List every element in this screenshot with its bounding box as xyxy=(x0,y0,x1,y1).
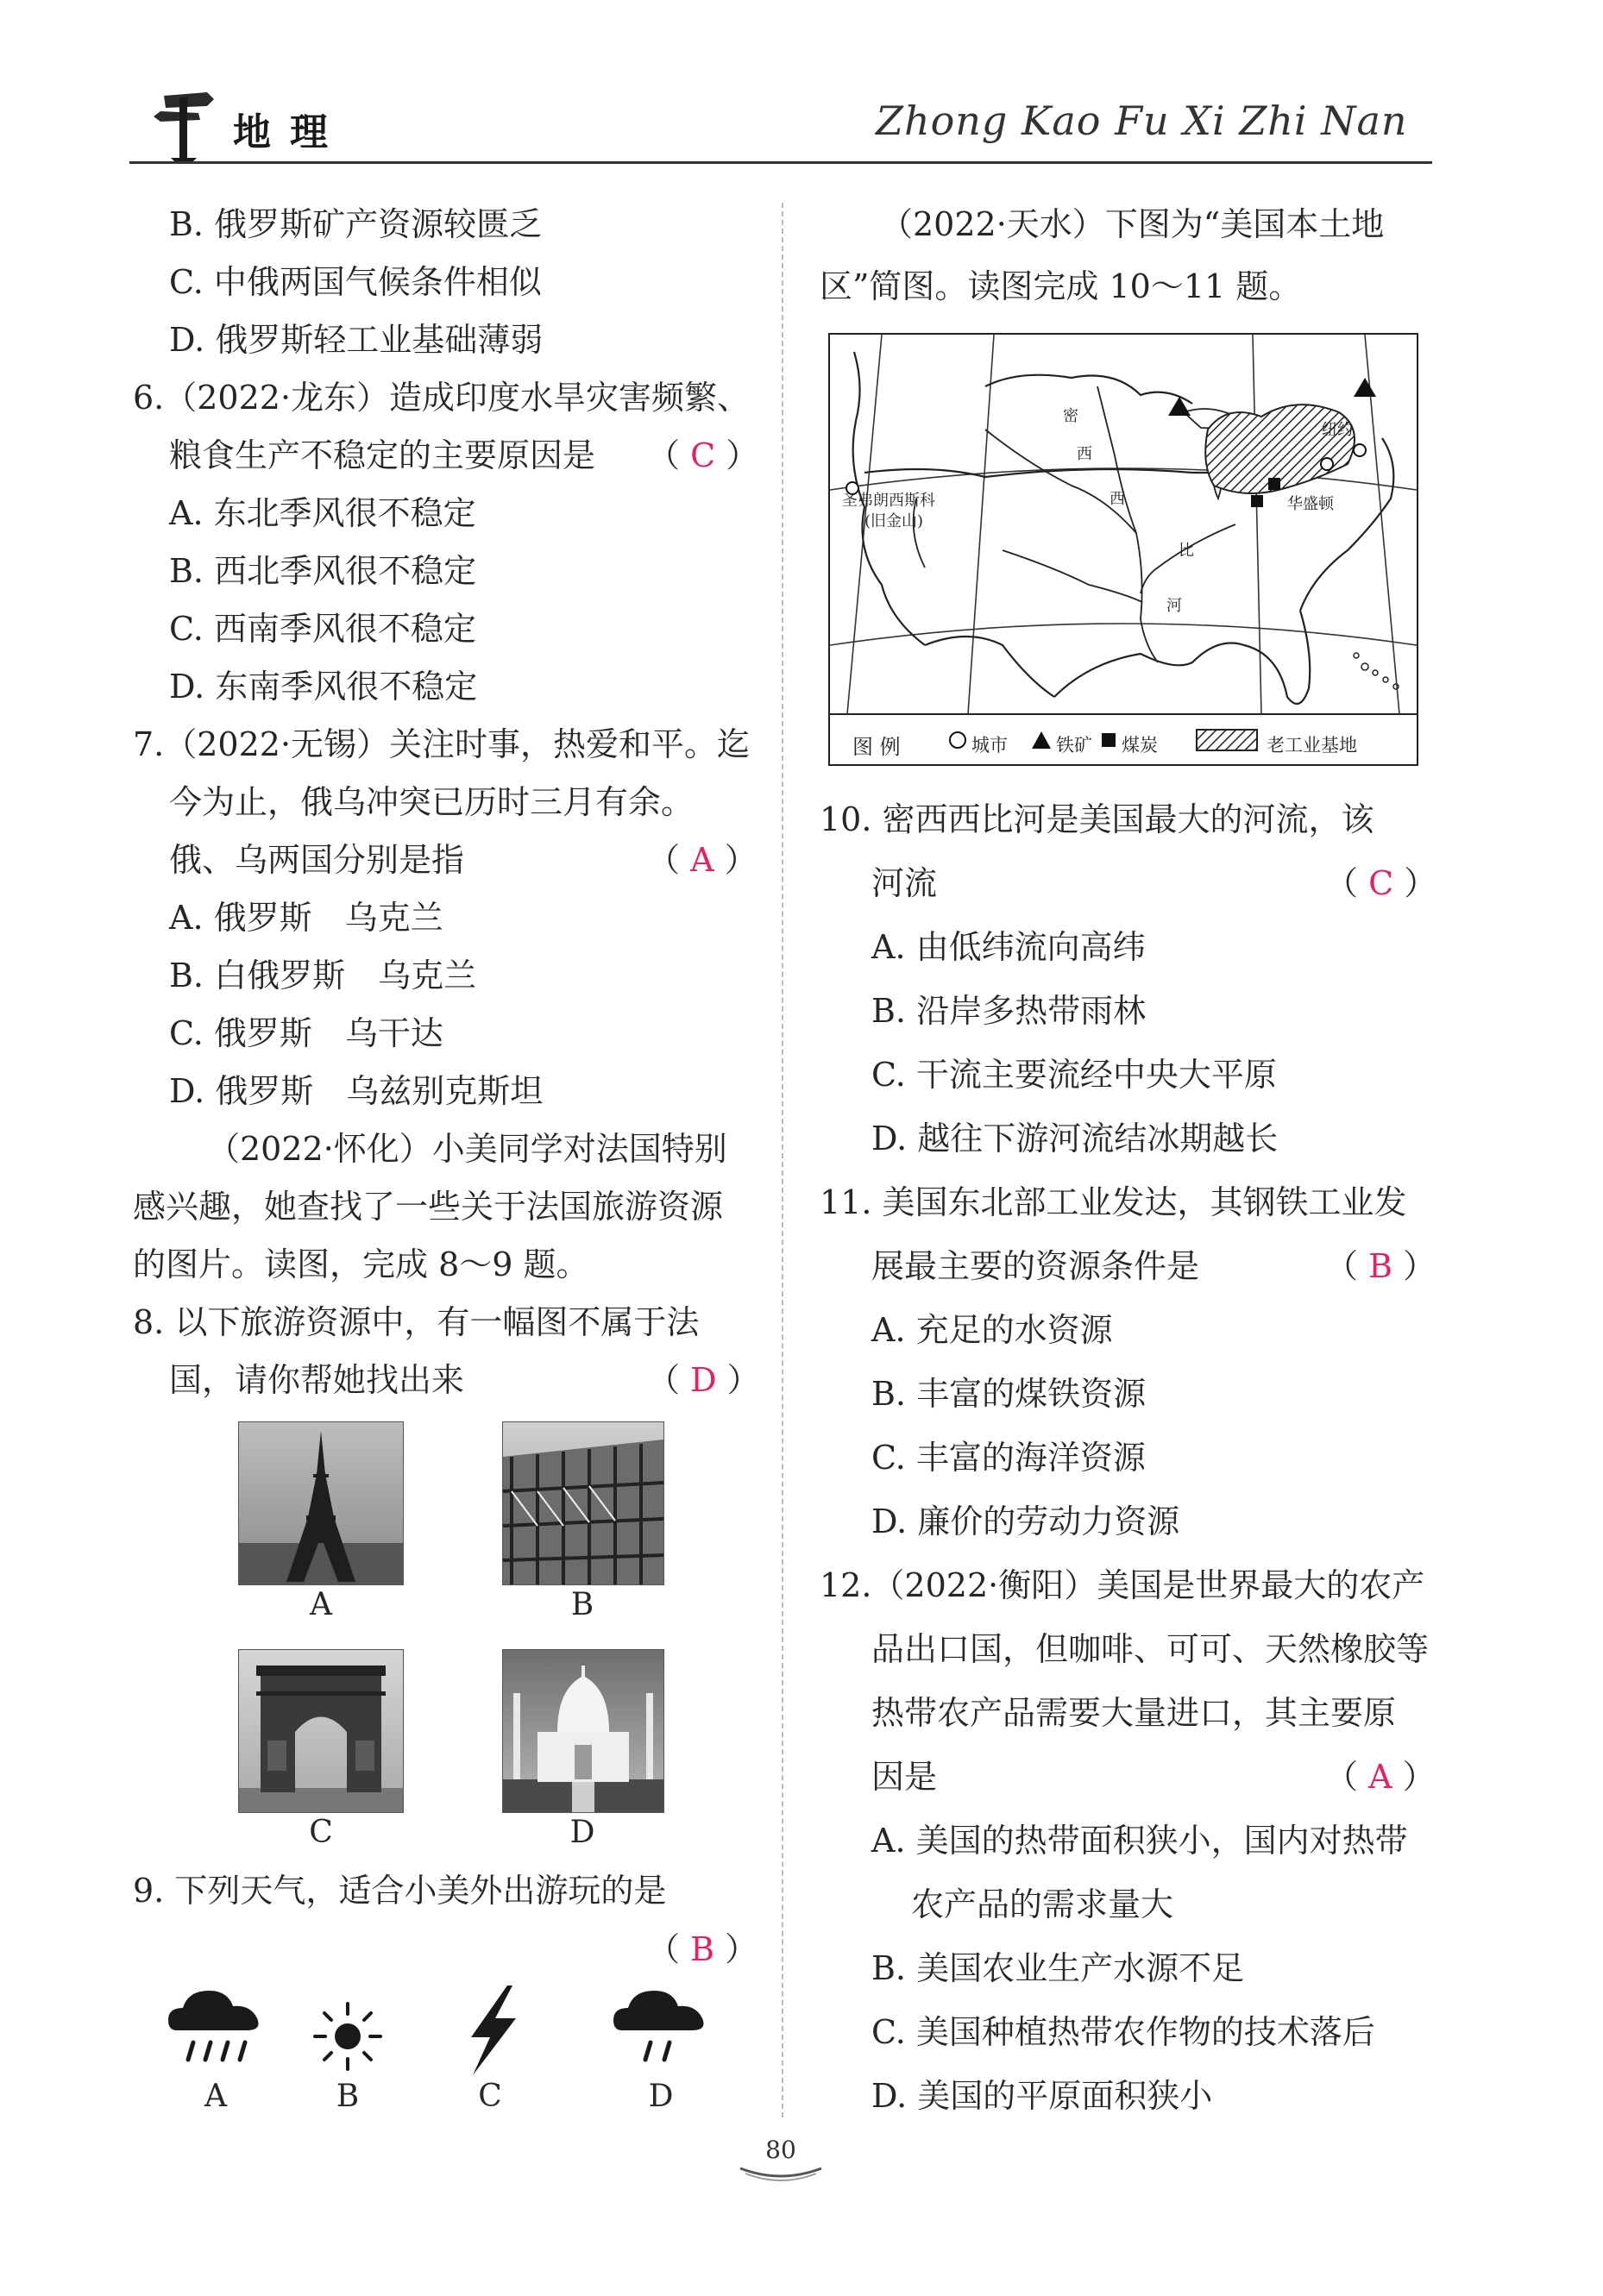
signpost-icon xyxy=(147,89,224,166)
map-label-sf: 圣弗朗西斯科 xyxy=(842,492,935,510)
q6-option-a: A. 东北季风很不稳定 xyxy=(169,494,476,532)
q5-option-d: D. 俄罗斯轻工业基础薄弱 xyxy=(169,321,544,359)
q8-stem: 8. 以下旅游资源中，有一幅图不属于法 xyxy=(133,1303,700,1341)
q11-option-b: B. 丰富的煤铁资源 xyxy=(871,1375,1147,1413)
q10-option-a: A. 由低纬流向高纬 xyxy=(871,928,1146,966)
q11-option-a: A. 充足的水资源 xyxy=(871,1311,1113,1349)
header xyxy=(129,82,1432,168)
q8-answer-letter: D xyxy=(690,1361,717,1399)
map-label-mi5: 河 xyxy=(1166,597,1182,615)
q11-answer-letter: B xyxy=(1368,1247,1393,1285)
map-label-mi2: 西 xyxy=(1077,445,1092,463)
rain-icon xyxy=(609,1980,713,2075)
q12-stem-cont: 品出口国，但咖啡、可可、天然橡胶等 xyxy=(871,1630,1430,1668)
intro-10-11-line1: （2022·天水）下图为“美国本土地 xyxy=(880,205,1385,243)
q12-option-a: A. 美国的热带面积狭小，国内对热带 xyxy=(871,1822,1408,1860)
photo-label-d: D xyxy=(569,1815,595,1850)
q7-stem: 7.（2022·无锡）关注时事，热爱和平。迄 xyxy=(133,725,751,763)
q10-option-d: D. 越往下游河流结冰期越长 xyxy=(871,1120,1279,1157)
weather-label-c: C xyxy=(478,2079,502,2114)
q12-stem: 12.（2022·衡阳）美国是世界最大的农产 xyxy=(820,1566,1425,1604)
q9-answer: （ B ） xyxy=(647,1930,758,1968)
photo-arc-de-triomphe xyxy=(238,1649,404,1813)
weather-label-d: D xyxy=(648,2079,674,2114)
q5-option-b: B. 俄罗斯矿产资源较匮乏 xyxy=(169,205,543,243)
q8-stem-cont: 国，请你帮她找出来 xyxy=(169,1361,465,1399)
q12-stem-cont2: 热带农产品需要大量进口，其主要原 xyxy=(871,1694,1397,1732)
map-label-mi3: 西 xyxy=(1110,490,1125,508)
q11-stem-cont: 展最主要的资源条件是 xyxy=(871,1247,1200,1285)
q6-answer-letter: C xyxy=(690,436,716,474)
q10-stem: 10. 密西西比河是美国最大的河流，该 xyxy=(820,800,1374,838)
map-label-mi1: 密 xyxy=(1063,407,1078,425)
q12-option-c: C. 美国种植热带农作物的技术落后 xyxy=(871,2013,1375,2051)
q10-stem-cont: 河流 xyxy=(871,864,938,902)
map-label-sf-old: (旧金山) xyxy=(864,512,924,530)
photo-label-b: B xyxy=(570,1587,594,1622)
intro-8-9-line1: （2022·怀化）小美同学对法国特别 xyxy=(207,1130,727,1168)
q7-stem-cont2: 俄、乌两国分别是指 xyxy=(169,841,465,879)
q12-stem-cont3: 因是 xyxy=(871,1758,938,1796)
photo-taj-mahal xyxy=(502,1649,664,1813)
legend-iron: 铁矿 xyxy=(1056,735,1092,756)
q12-answer-letter: A xyxy=(1368,1758,1392,1796)
q12-option-b: B. 美国农业生产水源不足 xyxy=(871,1949,1245,1987)
q6-stem-cont: 粮食生产不稳定的主要原因是 xyxy=(169,436,596,474)
q6-option-d: D. 东南季风很不稳定 xyxy=(169,668,478,706)
photo-label-c: C xyxy=(309,1815,333,1850)
weather-label-b: B xyxy=(336,2079,360,2114)
q12-option-a-cont: 农产品的需求量大 xyxy=(911,1885,1174,1923)
intro-8-9-line2: 感兴趣，她查找了一些关于法国旅游资源 xyxy=(133,1188,724,1226)
sunny-icon xyxy=(311,1999,385,2073)
q12-answer: （ A ） xyxy=(1325,1758,1436,1796)
q7-stem-cont: 今为止，俄乌冲突已历时三月有余。 xyxy=(169,783,695,821)
q7-answer-letter: A xyxy=(690,841,714,879)
q11-answer: （ B ） xyxy=(1325,1247,1436,1285)
q10-option-b: B. 沿岸多热带雨林 xyxy=(871,992,1147,1030)
q11-option-d: D. 廉价的劳动力资源 xyxy=(871,1502,1180,1540)
map-label-mi4: 比 xyxy=(1179,542,1194,560)
q12-option-d: D. 美国的平原面积狭小 xyxy=(871,2077,1213,2115)
q10-answer-letter: C xyxy=(1368,864,1394,902)
header-rule xyxy=(129,161,1432,164)
lightning-icon xyxy=(456,1984,525,2077)
intro-8-9-line3: 的图片。读图，完成 8～9 题。 xyxy=(133,1245,589,1283)
us-map xyxy=(828,333,1418,766)
column-divider xyxy=(782,203,783,2117)
q9-answer-letter: B xyxy=(690,1930,715,1968)
map-label-dc: 华盛顿 xyxy=(1287,495,1334,513)
q5-option-c: C. 中俄两国气候条件相似 xyxy=(169,263,542,301)
legend-city: 城市 xyxy=(971,735,1008,756)
series-title: Zhong Kao Fu Xi Zhi Nan xyxy=(876,97,1408,144)
q6-option-b: B. 西北季风很不稳定 xyxy=(169,552,477,590)
legend-base: 老工业基地 xyxy=(1267,735,1357,756)
q7-answer: （ A ） xyxy=(647,841,757,879)
q11-option-c: C. 丰富的海洋资源 xyxy=(871,1439,1146,1477)
heavy-rain-icon xyxy=(164,1980,267,2075)
q10-answer: （ C ） xyxy=(1325,864,1437,902)
page-number-badge xyxy=(733,2134,828,2186)
photo-eiffel-tower xyxy=(238,1421,404,1585)
photo-label-a: A xyxy=(310,1587,332,1622)
legend-title: 图 例 xyxy=(852,735,901,759)
q9-stem: 9. 下列天气，适合小美外出游玩的是 xyxy=(133,1872,667,1910)
q6-stem: 6.（2022·龙东）造成印度水旱灾害频繁、 xyxy=(133,379,751,417)
q6-option-c: C. 西南季风很不稳定 xyxy=(169,610,476,648)
q7-option-b: B. 白俄罗斯 乌克兰 xyxy=(169,957,477,994)
weather-label-a: A xyxy=(204,2079,227,2114)
intro-10-11-line2: 区”简图。读图完成 10～11 题。 xyxy=(820,267,1302,305)
q7-option-d: D. 俄罗斯 乌兹别克斯坦 xyxy=(169,1072,544,1110)
q6-answer: （ C ） xyxy=(647,436,759,474)
q7-option-a: A. 俄罗斯 乌克兰 xyxy=(169,899,443,937)
subject-title: 地理 xyxy=(233,110,347,154)
q11-stem: 11. 美国东北部工业发达，其钢铁工业发 xyxy=(820,1183,1407,1221)
map-label-ny: 纽约 xyxy=(1322,421,1353,439)
q10-option-c: C. 干流主要流经中央大平原 xyxy=(871,1056,1277,1094)
page-number: 80 xyxy=(765,2136,796,2164)
q7-option-c: C. 俄罗斯 乌干达 xyxy=(169,1014,443,1052)
q8-answer: （ D ） xyxy=(647,1361,760,1399)
photo-pompidou-centre xyxy=(502,1421,664,1585)
legend-coal: 煤炭 xyxy=(1122,735,1158,756)
